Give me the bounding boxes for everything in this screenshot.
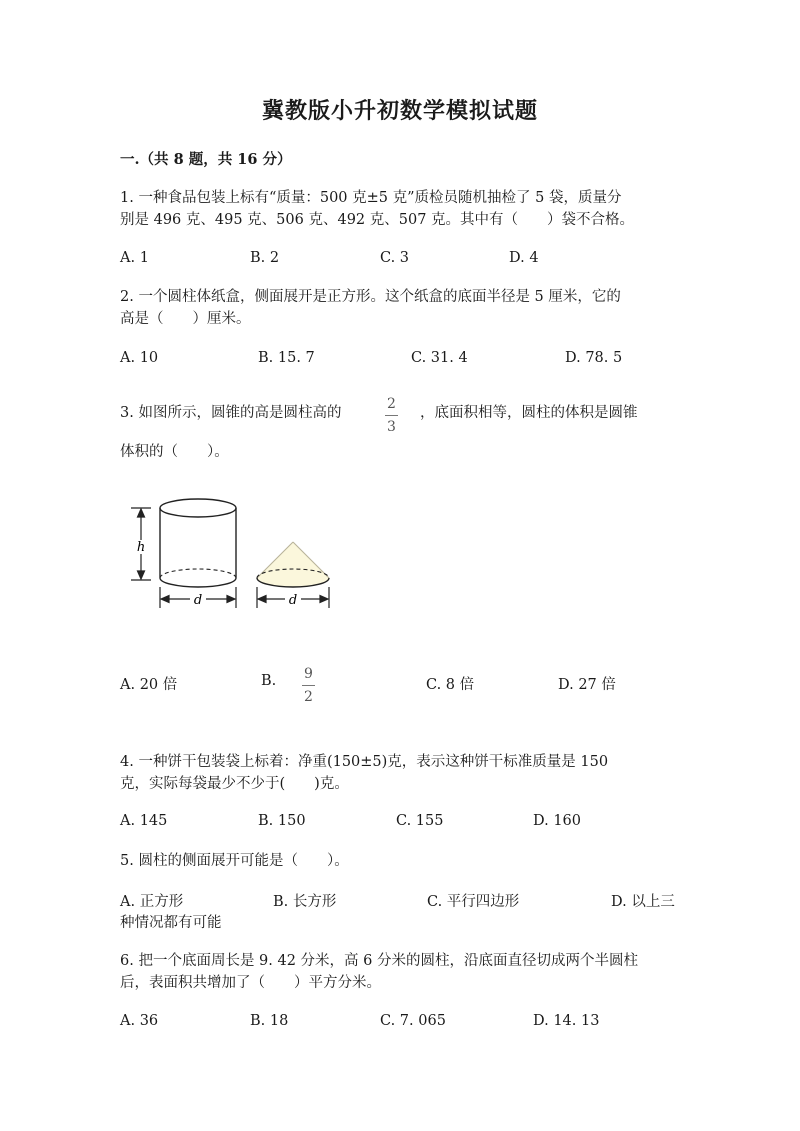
fraction-denominator: 3 (387, 419, 396, 435)
q3-option-d[interactable]: D. 27 倍 (558, 677, 616, 693)
q5-option-b[interactable]: B. 长方形 (273, 894, 337, 910)
question-3-line-2: 体积的（ ）。 (120, 444, 229, 460)
question-1-line-1: 1. 一种食品包装上标有“质量：500 克±5 克”质检员随机抽检了 5 袋，质量分 (120, 190, 622, 206)
page-title: 冀教版小升初数学模拟试题 (261, 98, 538, 124)
cone-diameter-label: d (288, 593, 298, 608)
q6-option-d[interactable]: D. 14. 13 (533, 1013, 600, 1029)
q1-option-c[interactable]: C. 3 (380, 250, 410, 266)
q1-option-b[interactable]: B. 2 (250, 250, 280, 266)
question-2-line-2: 高是（ ）厘米。 (120, 311, 251, 327)
q4-option-d[interactable]: D. 160 (533, 813, 582, 829)
q5-option-d[interactable]: D. 以上三 (611, 894, 675, 910)
q2-option-b[interactable]: B. 15. 7 (258, 350, 315, 366)
question-3-fraction (385, 396, 398, 435)
cylinder-diameter-label: d (193, 593, 203, 608)
question-1-line-2: 别是 496 克、495 克、506 克、492 克、507 克。其中有（ ）袋不合格。 (120, 212, 635, 228)
q2-option-c[interactable]: C. 31. 4 (411, 350, 468, 366)
question-3-line-1-post: ，底面积相等，圆柱的体积是圆锥 (420, 405, 638, 421)
fraction-bar (385, 415, 398, 416)
height-label: h (136, 540, 146, 555)
question-4-text (120, 751, 608, 795)
q5-option-c[interactable]: C. 平行四边形 (427, 894, 520, 910)
question-5-text: 5. 圆柱的侧面展开可能是（ ）。 (120, 853, 349, 869)
q4-option-b[interactable]: B. 150 (258, 813, 306, 829)
question-4-line-2: 克，实际每袋最少不少于( )克。 (120, 776, 349, 792)
q3-option-a[interactable]: A. 20 倍 (120, 677, 178, 693)
question-2-line-1: 2. 一个圆柱体纸盒，侧面展开是正方形。这个纸盒的底面半径是 5 厘米，它的 (120, 289, 621, 305)
q2-option-a[interactable]: A. 10 (120, 350, 159, 366)
fraction-denominator: 2 (304, 689, 313, 705)
q3-option-b[interactable]: B. (261, 673, 277, 689)
question-6-line-2: 后，表面积共增加了（ ）平方分米。 (120, 975, 381, 991)
question-6-line-1: 6. 把一个底面周长是 9. 42 分米，高 6 分米的圆柱，沿底面直径切成两个半圆柱 (120, 953, 638, 969)
question-2-text (120, 286, 621, 330)
cone-shape (257, 542, 329, 587)
q1-option-a[interactable]: A. 1 (120, 250, 149, 266)
cylinder-shape (160, 499, 236, 587)
q3-option-c[interactable]: C. 8 倍 (426, 677, 475, 693)
q4-option-c[interactable]: C. 155 (396, 813, 444, 829)
fraction-numerator: 2 (387, 396, 396, 412)
question-1-text (120, 187, 634, 231)
question-6-text (120, 950, 638, 994)
q6-option-c[interactable]: C. 7. 065 (380, 1013, 446, 1029)
fraction-numerator: 9 (304, 666, 313, 682)
q5-option-a[interactable]: A. 正方形 (120, 894, 184, 910)
q6-option-b[interactable]: B. 18 (250, 1013, 289, 1029)
q2-option-d[interactable]: D. 78. 5 (565, 350, 623, 366)
cylinder-cone-figure (115, 490, 355, 620)
q3-option-b-fraction (302, 666, 315, 705)
q4-option-a[interactable]: A. 145 (120, 813, 168, 829)
section-heading: 一.（共 8 题，共 16 分） (120, 151, 292, 168)
fraction-bar (302, 685, 315, 686)
q1-option-d[interactable]: D. 4 (509, 250, 539, 266)
q6-option-a[interactable]: A. 36 (120, 1013, 159, 1029)
question-3-line-1-pre: 3. 如图所示，圆锥的高是圆柱高的 (120, 405, 342, 421)
q5-option-d-continued: 种情况都有可能 (120, 915, 222, 931)
question-4-line-1: 4. 一种饼干包装袋上标着：净重(150±5)克，表示这种饼干标准质量是 150 (120, 754, 609, 770)
